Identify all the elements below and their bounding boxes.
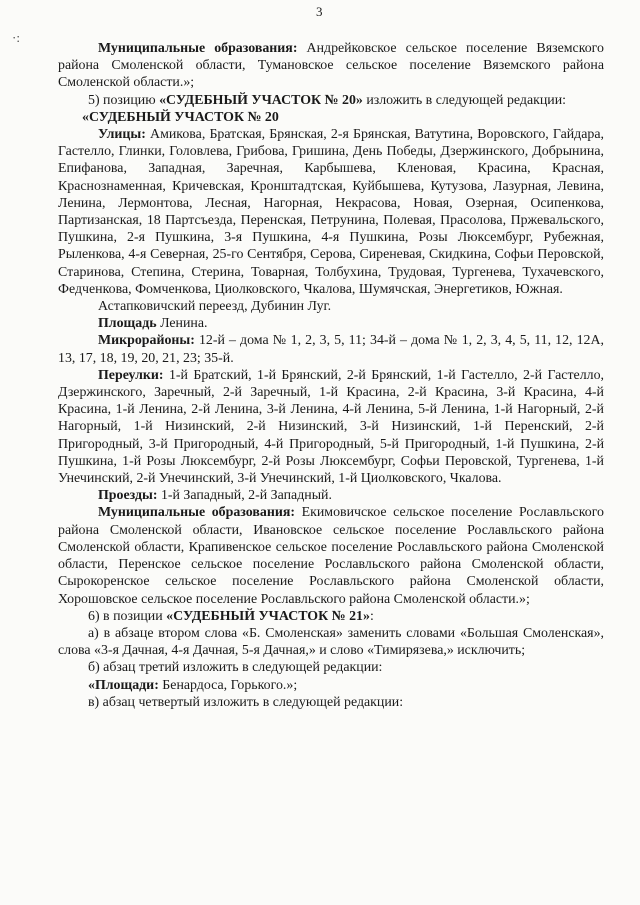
paragraph-municipal-vyazma: Муниципальные образования: Андрейковское сельское поселение Вяземского района Смоленской области, Тумановское сельское поселение Вяземского района Смоленской области.»; xyxy=(58,41,604,91)
page-number: 3 xyxy=(316,4,323,19)
paragraph-streets: Улицы: Амикова, Братская, Брянская, 2-я Брянская, Ватутина, Воровского, Гайдара, Гастелло, Глинки, Головлева, Грибова, Гришина, День Победы, Дзержинского, Добрынина, Епифанова, Западная, Заречная, Карбышева, Кленовая, Красина, Красная, Краснознаменная, Кричевская, Кронштадтская, Куйбышева, Кутузова, Лазурная, Левина, Ленина, Лермонтова, Лесная, Нагорная, Некрасова, Новая, Озерная, Осипенкова, Партизанская, 18 Партсъезда, Перенская, Петрунина, Полевая, Прасолова, Пржевальского, Пушкина, 2-я Пушкина, 3-я Пушкина, 4-я Пушкина, Розы Люксембург, Рубежная, Рыленкова, 4-я Северная, 25-го Сентября, Серова, Сиреневая, Скидкина, Софьи Перовской, Старинова, Степина, Стерина, Товарная, Толбухина, Трудовая, Тургенева, Тухачевского, Федченкова, Фомченкова, Циолковского, Чкалова, Шумячская, Энергетиков, Южная. xyxy=(58,127,604,297)
label-lanes: Переулки: xyxy=(98,367,164,383)
paragraph-square: Площадь Ленина. xyxy=(98,316,208,332)
paragraph-squares: «Площади: Бенардоса, Горького.»; xyxy=(88,677,298,693)
label-municipal: Муниципальные образования: xyxy=(98,505,295,521)
paragraph-passages: Проезды: 1-й Западный, 2-й Западный. xyxy=(98,488,332,504)
label-squares: «Площади: xyxy=(88,677,159,693)
label-municipal: Муниципальные образования: xyxy=(98,41,298,56)
margin-mark: ·: xyxy=(12,30,20,45)
label-court-section-20: «СУДЕБНЫЙ УЧАСТОК № 20» xyxy=(159,92,363,108)
paragraph-item-6: 6) в позиции «СУДЕБНЫЙ УЧАСТОК № 21»: xyxy=(88,608,374,624)
document-body xyxy=(58,40,604,711)
paragraph-municipal-roslavl: Муниципальные образования: Екимовичское сельское поселение Рославльского района Смоленской области, Ивановское сельское поселение Рославльского района Смоленской области, Крапивенское сельское поселение Рославльского района Смоленской области, Перенское сельское поселение Рославльского района Смоленской области, Сырокоренское сельское поселение Рославльского района Смоленской области, Хорошовское сельское поселение Рославльского района Смоленской области.»; xyxy=(58,505,604,607)
paragraph-item-6a: а) в абзаце втором слова «Б. Смоленская» заменить словами «Большая Смоленская», слова «3-я Дачная, 4-я Дачная, 5-я Дачная,» и слово «Тимирязева,» исключить; xyxy=(58,625,604,659)
section-title-20: «СУДЕБНЫЙ УЧАСТОК № 20 xyxy=(82,109,279,125)
label-square: Площадь xyxy=(98,316,157,332)
label-microdistricts: Микрорайоны: xyxy=(98,333,195,349)
label-streets: Улицы: xyxy=(98,127,146,143)
paragraph-microdistricts: Микрорайоны: 12-й – дома № 1, 2, 3, 5, 11; 34-й – дома № 1, 2, 3, 4, 5, 11, 12, 12А, 13, 17, 18, 19, 20, 21, 23; 35-й. xyxy=(58,333,604,366)
paragraph-item-6b: б) абзац третий изложить в следующей редакции: xyxy=(88,660,383,676)
label-passages: Проезды: xyxy=(98,488,158,504)
paragraph-lanes: Переулки: 1-й Братский, 1-й Брянский, 2-й Брянский, 1-й Гастелло, 2-й Гастелло, Дзержинского, Заречный, 2-й Заречный, 1-й Красина, 2-й Красина, 3-й Красина, 4-й Красина, 1-й Ленина, 2-й Ленина, 3-й Ленина, 4-й Ленина, 5-й Ленина, 1-й Нагорный, 2-й Нагорный, 1-й Низинский, 2-й Низинский, 3-й Низинский, 1-й Перенский, 2-й Пригородный, 3-й Пригородный, 4-й Пригородный, 5-й Пригородный, 1-й Пушкина, 2-й Пушкина, 1-й Розы Люксембург, 2-й Розы Люксембург, Софьи Перовской, Тургенева, 1-й Унечинский, 2-й Унечинский, 3-й Унечинский, 1-й Циолковского, Чкалова. xyxy=(58,367,604,487)
paragraph-crossing: Астапковичский переезд, Дубинин Луг. xyxy=(98,299,332,315)
paragraph-item-5: 5) позицию «СУДЕБНЫЙ УЧАСТОК № 20» изложить в следующей редакции: xyxy=(88,92,567,108)
paragraph-item-6c: в) абзац четвертый изложить в следующей редакции: xyxy=(88,694,404,710)
label-court-section-21: «СУДЕБНЫЙ УЧАСТОК № 21» xyxy=(166,608,370,624)
